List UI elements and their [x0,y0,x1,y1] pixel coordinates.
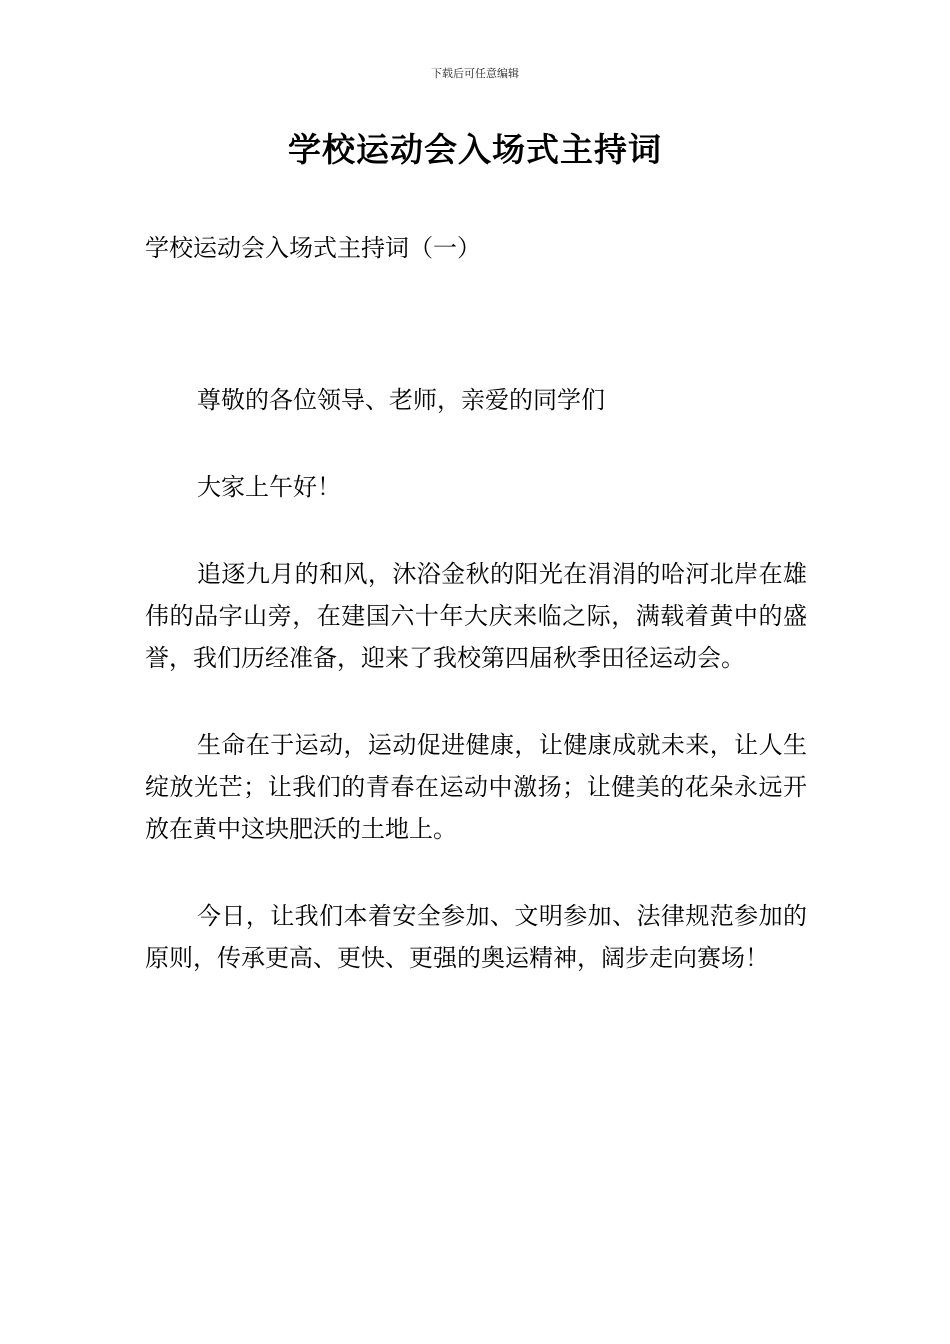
paragraph-health: 生命在于运动，运动促进健康，让健康成就未来，让人生绽放光芒；让我们的青春在运动中激扬；让健美的花朵永远开放在黄中这块肥沃的土地上。 [145,731,807,843]
section-title: 学校运动会入场式主持词（一） [145,234,481,262]
header-note: 下载后可任意编辑 [431,67,519,80]
paragraph-opening: 追逐九月的和风，沐浴金秋的阳光在涓涓的哈河北岸在雄伟的品字山旁，在建国六十年大庆来临之际，满载着黄中的盛誉，我们历经准备，迎来了我校第四届秋季田径运动会。 [145,560,807,672]
paragraph-hello: 大家上午好！ [197,473,341,501]
document-body [145,379,807,1024]
paragraph-principles: 今日，让我们本着安全参加、文明参加、法律规范参加的原则，传承更高、更快、更强的奥运精神，阔步走向赛场！ [145,902,807,972]
paragraph-greeting: 尊敬的各位领导、老师，亲爱的同学们 [197,386,605,414]
document-title: 学校运动会入场式主持词 [288,130,662,169]
